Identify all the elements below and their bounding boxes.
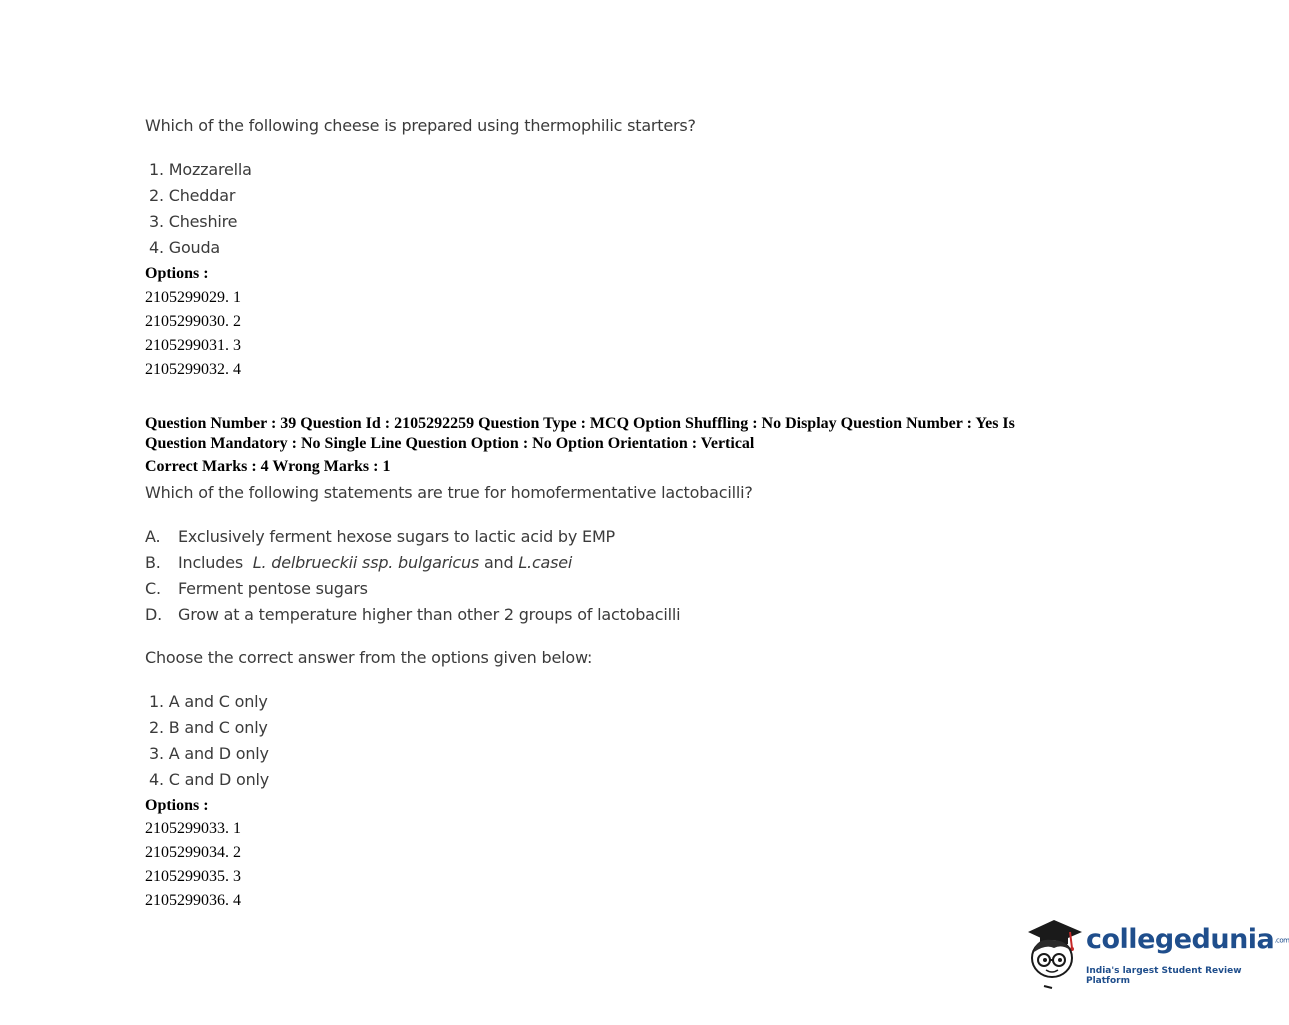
q39-option-2: 2105299034. 2 [145,844,241,861]
q38-option-1: 2105299029. 1 [145,289,241,306]
q39-statement-a [145,527,615,546]
q38-choice-1: 1. Mozzarella [149,160,252,179]
statement-italic-species-1: L. delbrueckii ssp. bulgaricus [252,553,480,572]
q38-choice-4: 4. Gouda [149,238,221,257]
collegedunia-logo [1024,918,1289,992]
logo-wordmark [1086,924,1289,955]
q39-option-4: 2105299036. 4 [145,892,241,909]
q38-choice-3: 3. Cheshire [149,212,238,231]
statement-text: Exclusively ferment hexose sugars to lactic acid by EMP [178,527,616,546]
statement-letter: D. [145,605,163,624]
statement-text: Grow at a temperature higher than other 2 groups of lactobacilli [178,605,681,624]
statement-text: Ferment pentose sugars [178,579,368,598]
statement-italic-species-2: L.casei [518,553,573,572]
q38-options-label: Options : [145,265,209,282]
question-39-marks: Correct Marks : 4 Wrong Marks : 1 [145,458,391,475]
q39-choice-4: 4. C and D only [149,770,270,789]
q39-choice-2: 2. B and C only [149,718,268,737]
q39-options-label: Options : [145,797,209,814]
q38-option-2: 2105299030. 2 [145,313,241,330]
statement-text-pre: Includes [178,553,248,572]
logo-superscript: .com [1274,936,1289,945]
question-39-meta-line2: Question Mandatory : No Single Line Question Option : No Option Orientation : Vertical [145,435,755,452]
q38-option-3: 2105299031. 3 [145,337,241,354]
student-mascot-icon [1024,918,1086,992]
statement-letter: B. [145,553,161,572]
statement-text-mid: and [479,553,519,572]
statement-letter: C. [145,579,161,598]
q39-statement-c [145,579,368,598]
question-38-stem: Which of the following cheese is prepared using thermophilic starters? [145,116,696,135]
logo-tagline: India's largest Student Review Platform [1086,966,1242,986]
statement-letter: A. [145,527,161,546]
question-39-instruction: Choose the correct answer from the options given below: [145,648,593,667]
question-39-stem: Which of the following statements are true for homofermentative lactobacilli? [145,483,753,502]
question-39-meta-line1: Question Number : 39 Question Id : 2105292259 Question Type : MCQ Option Shuffling : No Display Question Number : Yes Is [145,415,1015,432]
question-39-meta [145,414,1105,454]
q39-option-1: 2105299033. 1 [145,820,241,837]
q39-choice-1: 1. A and C only [149,692,268,711]
q38-option-4: 2105299032. 4 [145,361,241,378]
q39-statement-d [145,605,680,624]
q38-choice-2: 2. Cheddar [149,186,236,205]
q39-statement-b [145,553,572,572]
logo-wordmark-text: collegedunia [1086,924,1275,955]
q39-option-3: 2105299035. 3 [145,868,241,885]
q39-choice-3: 3. A and D only [149,744,269,763]
